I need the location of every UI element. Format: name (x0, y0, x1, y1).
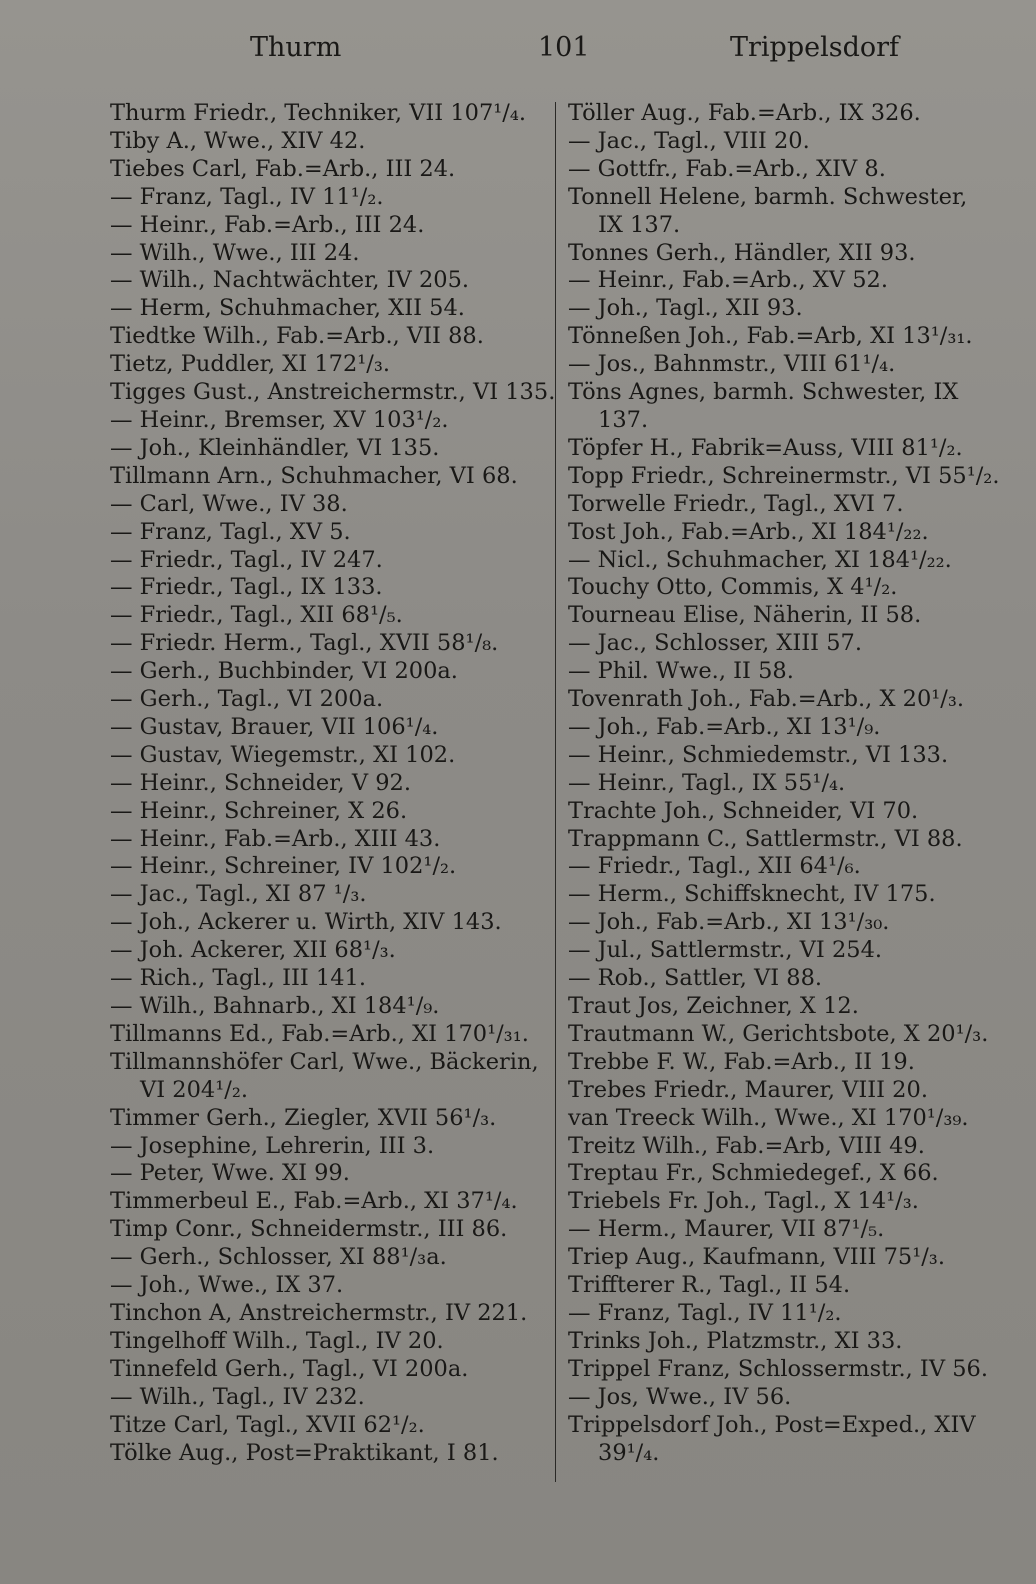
directory-entry: — Friedr., Tagl., XII 64¹/₆. (568, 853, 861, 880)
directory-entry-continuation: VI 204¹/₂. (140, 1076, 249, 1103)
directory-entry: — Gerh., Buchbinder, VI 200a. (110, 658, 458, 685)
directory-entry: — Heinr., Bremser, XV 103¹/₂. (110, 406, 449, 433)
directory-entry: — Franz, Tagl., IV 11¹/₂. (568, 1299, 842, 1326)
directory-entry: — Jac., Schlosser, XIII 57. (568, 630, 863, 657)
directory-entry: Traut Jos, Zeichner, X 12. (568, 993, 859, 1019)
directory-entry: Trebes Friedr., Maurer, VIII 20. (568, 1076, 928, 1103)
directory-entry: Tillmannshöfer Carl, Wwe., Bäckerin, (110, 1048, 539, 1075)
directory-entry: Touchy Otto, Commis, X 4¹/₂. (568, 574, 898, 601)
directory-entry: Treitz Wilh., Fab.=Arb, VIII 49. (568, 1132, 925, 1159)
directory-entry: — Nicl., Schuhmacher, XI 184¹/₂₂. (568, 546, 952, 573)
directory-entry: — Rob., Sattler, VI 88. (568, 965, 823, 992)
page-number: 101 (538, 32, 590, 63)
directory-entry: — Friedr. Herm., Tagl., XVII 58¹/₈. (110, 630, 499, 657)
directory-entry: Trebbe F. W., Fab.=Arb., II 19. (568, 1048, 915, 1075)
directory-entry: — Friedr., Tagl., IX 133. (110, 574, 383, 601)
directory-entry: — Jul., Sattlermstr., VI 254. (568, 937, 883, 964)
directory-entry: Timmer Gerh., Ziegler, XVII 56¹/₃. (110, 1104, 497, 1131)
directory-entry: — Wilh., Wwe., III 24. (110, 239, 360, 266)
directory-entry: — Joh., Fab.=Arb., XI 13¹/₉. (568, 713, 881, 740)
directory-entry: — Gerh., Schlosser, XI 88¹/₃a. (110, 1244, 447, 1271)
directory-entry: — Joh., Wwe., IX 37. (110, 1272, 344, 1299)
directory-entry: Tiby A., Wwe., XIV 42. (110, 127, 366, 154)
directory-entry: — Phil. Wwe., II 58. (568, 658, 794, 685)
directory-entry-continuation: IX 137. (598, 211, 681, 238)
directory-entry: — Josephine, Lehrerin, III 3. (110, 1132, 435, 1159)
directory-entry: — Heinr., Fab.=Arb., III 24. (110, 211, 425, 238)
directory-entry: — Joh., Fab.=Arb., XI 13¹/₃₀. (568, 909, 890, 936)
directory-entry: — Joh. Ackerer, XII 68¹/₃. (110, 937, 396, 964)
directory-entry: Timp Conr., Schneidermstr., III 86. (110, 1216, 508, 1243)
directory-entry: — Gottfr., Fab.=Arb., XIV 8. (568, 155, 886, 182)
directory-entry: Trautmann W., Gerichtsbote, X 20¹/₃. (568, 1020, 989, 1047)
directory-entry: — Herm, Schuhmacher, XII 54. (110, 295, 465, 322)
directory-entry: Tiebes Carl, Fab.=Arb., III 24. (110, 155, 456, 182)
directory-entry: Tillmanns Ed., Fab.=Arb., XI 170¹/₃₁. (110, 1020, 529, 1047)
directory-entry: Triffterer R., Tagl., II 54. (568, 1272, 851, 1299)
directory-entry: — Gustav, Brauer, VII 106¹/₄. (110, 713, 439, 740)
directory-entry: Trippel Franz, Schlossermstr., IV 56. (568, 1355, 989, 1382)
directory-entry: Topp Friedr., Schreinermstr., VI 55¹/₂. (568, 462, 1000, 489)
header-left-keyword: Thurm (250, 32, 342, 63)
directory-entry: — Herm., Schiffsknecht, IV 175. (568, 881, 936, 908)
directory-entry: Titze Carl, Tagl., XVII 62¹/₂. (110, 1411, 425, 1438)
directory-entry: Töpfer H., Fabrik=Auss, VIII 81¹/₂. (568, 434, 963, 461)
directory-entry: Tost Joh., Fab.=Arb., XI 184¹/₂₂. (568, 518, 929, 545)
directory-entry: — Heinr., Schneider, V 92. (110, 769, 412, 796)
directory-entry-continuation: 39¹/₄. (598, 1439, 660, 1466)
directory-entry: Töns Agnes, barmh. Schwester, IX (568, 379, 959, 406)
right-column (568, 100, 1008, 1467)
directory-entry: Timmerbeul E., Fab.=Arb., XI 37¹/₄. (110, 1188, 518, 1215)
directory-entry: Tingelhoff Wilh., Tagl., IV 20. (110, 1327, 444, 1354)
directory-entry: — Rich., Tagl., III 141. (110, 965, 366, 992)
directory-entry: Triebels Fr. Joh., Tagl., X 14¹/₃. (568, 1188, 919, 1215)
directory-entry: Trachte Joh., Schneider, VI 70. (568, 797, 919, 824)
directory-entry: — Wilh., Tagl., IV 232. (110, 1383, 365, 1410)
directory-entry: Thurm Friedr., Techniker, VII 107¹/₄. (110, 100, 527, 126)
directory-entry: — Gerh., Tagl., VI 200a. (110, 686, 384, 713)
directory-entry: Tietz, Puddler, XI 172¹/₃. (110, 351, 391, 378)
directory-entry: — Joh., Ackerer u. Wirth, XIV 143. (110, 909, 502, 936)
directory-entry: Trappmann C., Sattlermstr., VI 88. (568, 825, 963, 852)
directory-entry: Tiedtke Wilh., Fab.=Arb., VII 88. (110, 323, 484, 350)
directory-entry: — Jac., Tagl., VIII 20. (568, 127, 810, 154)
directory-entry: — Heinr., Schreiner, X 26. (110, 797, 408, 824)
directory-entry: — Gustav, Wiegemstr., XI 102. (110, 741, 456, 768)
directory-entry: Tonnes Gerh., Händler, XII 93. (568, 239, 916, 266)
directory-entry: Trinks Joh., Platzmstr., XI 33. (568, 1327, 903, 1354)
directory-entry: — Jac., Tagl., XI 87 ¹/₃. (110, 881, 367, 908)
directory-entry: — Friedr., Tagl., XII 68¹/₅. (110, 602, 403, 629)
directory-entry: Tönneßen Joh., Fab.=Arb, XI 13¹/₃₁. (568, 323, 973, 350)
left-column (110, 100, 560, 1467)
directory-entry: — Jos, Wwe., IV 56. (568, 1383, 792, 1410)
directory-entry: — Joh., Kleinhändler, VI 135. (110, 434, 440, 461)
page-header (0, 32, 1036, 72)
directory-entry: Tinchon A, Anstreichermstr., IV 221. (110, 1299, 528, 1326)
directory-entry: — Friedr., Tagl., IV 247. (110, 546, 383, 573)
column-divider (555, 102, 556, 1482)
directory-entry: — Peter, Wwe. XI 99. (110, 1160, 350, 1187)
directory-entry: — Heinr., Schmiedemstr., VI 133. (568, 741, 949, 768)
directory-entry: — Franz, Tagl., XV 5. (110, 518, 351, 545)
directory-entry: — Franz, Tagl., IV 11¹/₂. (110, 183, 384, 210)
directory-entry: Tonnell Helene, barmh. Schwester, (568, 183, 968, 210)
directory-entry: Töller Aug., Fab.=Arb., IX 326. (568, 100, 921, 126)
directory-entry: Treptau Fr., Schmiedegef., X 66. (568, 1160, 939, 1187)
directory-entry: — Jos., Bahnmstr., VIII 61¹/₄. (568, 351, 896, 378)
directory-entry: Tillmann Arn., Schuhmacher, VI 68. (110, 462, 518, 489)
directory-entry: Tölke Aug., Post=Praktikant, I 81. (110, 1439, 499, 1466)
directory-entry: Tourneau Elise, Näherin, II 58. (568, 602, 922, 629)
directory-entry: — Heinr., Fab.=Arb., XV 52. (568, 267, 888, 294)
directory-entry: — Joh., Tagl., XII 93. (568, 295, 803, 322)
directory-entry: — Wilh., Bahnarb., XI 184¹/₉. (110, 993, 440, 1019)
directory-entry-continuation: 137. (598, 406, 649, 433)
directory-entry: Tigges Gust., Anstreichermstr., VI 135. (110, 379, 556, 406)
directory-entry: Trippelsdorf Joh., Post=Exped., XIV (568, 1411, 976, 1438)
directory-entry: Tinnefeld Gerh., Tagl., VI 200a. (110, 1355, 469, 1382)
directory-entry: Triep Aug., Kaufmann, VIII 75¹/₃. (568, 1244, 945, 1271)
header-right-keyword: Trippelsdorf (730, 32, 900, 63)
directory-entry: — Carl, Wwe., IV 38. (110, 490, 348, 517)
directory-entry: — Herm., Maurer, VII 87¹/₅. (568, 1216, 885, 1243)
directory-entry: van Treeck Wilh., Wwe., XI 170¹/₃₉. (568, 1104, 969, 1131)
directory-entry: — Heinr., Fab.=Arb., XIII 43. (110, 825, 441, 852)
directory-entry: Torwelle Friedr., Tagl., XVI 7. (568, 490, 904, 517)
directory-entry: Tovenrath Joh., Fab.=Arb., X 20¹/₃. (568, 686, 965, 713)
directory-entry: — Heinr., Tagl., IX 55¹/₄. (568, 769, 846, 796)
directory-entry: — Heinr., Schreiner, IV 102¹/₂. (110, 853, 457, 880)
directory-entry: — Wilh., Nachtwächter, IV 205. (110, 267, 470, 294)
